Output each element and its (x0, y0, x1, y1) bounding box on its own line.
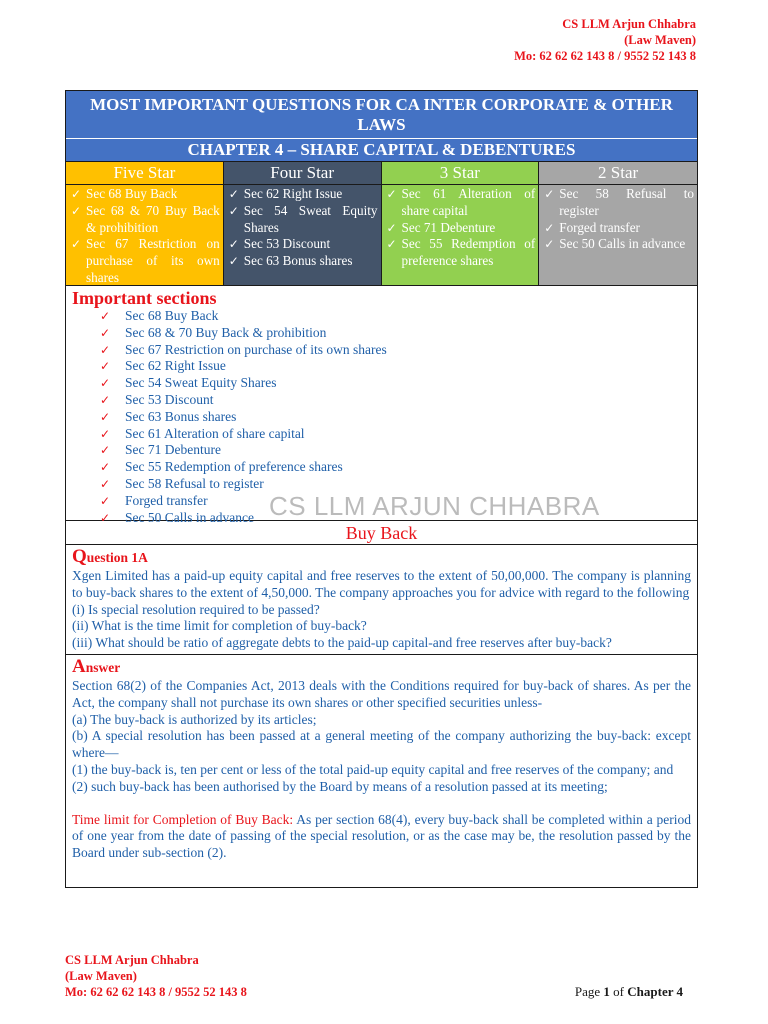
list-item: ✓ Sec 55 Redemption of preference shares (100, 459, 691, 476)
star-item: ✓ Forged transfer (544, 220, 694, 237)
chapter-title: CHAPTER 4 – SHARE CAPITAL & DEBENTURES (66, 139, 697, 162)
list-item: ✓ Sec 62 Right Issue (100, 358, 691, 375)
header-phone: Mo: 62 62 62 143 8 / 9552 52 143 8 (514, 49, 696, 63)
star-item: ✓ Sec 58 Refusal to register (544, 186, 694, 220)
answer-title: Answer (72, 655, 121, 677)
footer-tagline: (Law Maven) (65, 969, 137, 983)
star-item: ✓ Sec 53 Discount (229, 236, 378, 253)
star-item: ✓ Sec 71 Debenture (387, 220, 536, 237)
time-limit-paragraph (72, 812, 691, 862)
question-part: (ii) What is the time limit for completion of buy-back? (72, 618, 367, 634)
star-item: ✓ Sec 68 Buy Back (71, 186, 220, 203)
important-sections-title: Important sections (72, 288, 217, 308)
list-item: ✓ Sec 50 Calls in advance (100, 510, 691, 527)
star-heading: Five Star (66, 162, 223, 185)
important-sections (66, 286, 697, 525)
list-item: ✓ Sec 68 Buy Back (100, 308, 691, 325)
star-column-four (224, 162, 382, 285)
watermark: CS LLM ARJUN CHHABRA (269, 491, 600, 521)
question-text: Xgen Limited has a paid-up equity capital and free reserves to the extent of 50,00,000. The company is planning to buy-back shares to the extent of 4,50,000. The company approaches you for advice with regard to the following (72, 568, 691, 600)
question-title: Question 1A (72, 546, 148, 567)
footer-phone: Mo: 62 62 62 143 8 / 9552 52 143 8 (65, 985, 247, 999)
answer-point: (b) A special resolution has been passed at a general meeting of the company authorizing the buy-back: except where— (72, 728, 691, 761)
answer-point: (2) such buy-back has been authorised by the Board by means of a resolution passed at its meeting; (72, 778, 608, 794)
star-item: ✓ Sec 67 Restriction on purchase of its own shares (71, 236, 220, 286)
content-frame (65, 90, 698, 888)
answer-box (66, 655, 697, 887)
answer-point: (1) the buy-back is, ten per cent or less of the total paid-up equity capital and free reserves of the company; and (72, 761, 674, 777)
answer-intro: Section 68(2) of the Companies Act, 2013 deals with the Conditions required for buy-back of shares. As per the Act, the company shall not purchase its own shares or other specified securities unless- (72, 677, 691, 710)
star-column-two (539, 162, 697, 285)
header-tagline: (Law Maven) (624, 33, 696, 47)
answer-point: (a) The buy-back is authorized by its articles; (72, 711, 317, 727)
star-heading: 3 Star (382, 162, 539, 185)
page-header (514, 16, 696, 64)
star-column-three (382, 162, 540, 285)
star-item: ✓ Sec 61 Alteration of share capital (387, 186, 536, 220)
list-item: ✓ Sec 63 Bonus shares (100, 409, 691, 426)
star-item: ✓ Sec 63 Bonus shares (229, 253, 378, 270)
star-item: ✓ Sec 54 Sweat Equity Shares (229, 203, 378, 237)
list-item: ✓ Forged transfer (100, 493, 691, 510)
list-item: ✓ Sec 58 Refusal to register (100, 476, 691, 493)
page-footer-author (65, 952, 247, 1000)
list-item: ✓ Sec 53 Discount (100, 392, 691, 409)
header-author: CS LLM Arjun Chhabra (562, 17, 696, 31)
star-table (66, 162, 697, 286)
list-item: ✓ Sec 71 Debenture (100, 442, 691, 459)
list-item: ✓ Sec 61 Alteration of share capital (100, 426, 691, 443)
list-item: ✓ Sec 54 Sweat Equity Shares (100, 375, 691, 392)
page-number: Page 1 of Chapter 4 (574, 984, 683, 999)
list-item: ✓ Sec 68 & 70 Buy Back & prohibition (100, 325, 691, 342)
star-item: ✓ Sec 50 Calls in advance (544, 236, 694, 253)
star-item: ✓ Sec 55 Redemption of preference shares (387, 236, 536, 270)
question-box (66, 545, 697, 655)
question-part: (iii) What should be ratio of aggregate debts to the paid-up capital-and free reserves after buy-back? (72, 635, 612, 651)
time-limit-text: As per section 68(4), every buy-back shall be completed within a period of one year from the date of passing of the special resolution, or as the case may be, the resolution passed by the Board under sub-section (2). (72, 811, 692, 861)
document-title: MOST IMPORTANT QUESTIONS FOR CA INTER CORPORATE & OTHER LAWS (66, 91, 697, 139)
footer-author: CS LLM Arjun Chhabra (65, 953, 199, 967)
star-item: ✓ Sec 62 Right Issue (229, 186, 378, 203)
star-heading: Four Star (224, 162, 381, 185)
list-item: ✓ Sec 67 Restriction on purchase of its own shares (100, 342, 691, 359)
time-limit-label: Time limit for Completion of Buy Back: (72, 811, 294, 827)
star-column-five (66, 162, 224, 285)
star-heading: 2 Star (539, 162, 697, 185)
question-part: (i) Is special resolution required to be passed? (72, 601, 320, 617)
star-item: ✓ Sec 68 & 70 Buy Back & prohibition (71, 203, 220, 237)
section-heading: Buy Back (66, 521, 697, 545)
